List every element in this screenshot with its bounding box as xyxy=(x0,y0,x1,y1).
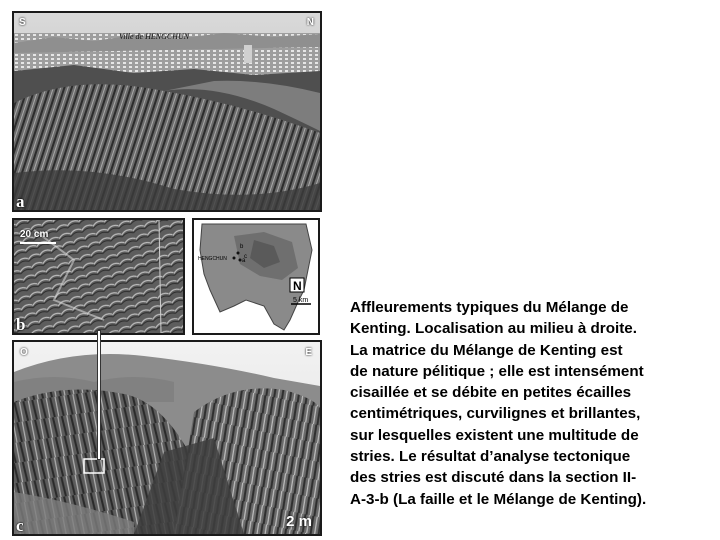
caption-line: centimétriques, curvilignes et brillantes, xyxy=(350,405,641,423)
location-map xyxy=(194,220,318,333)
caption-line: des stries est discuté dans la section II- xyxy=(350,469,637,487)
map-scale-label: 5 km xyxy=(293,297,309,304)
caption-line: stries. Le résultat d’analyse tectonique xyxy=(350,448,631,466)
map-site-b: b xyxy=(240,244,244,250)
location-map-panel xyxy=(192,218,320,335)
leader-line xyxy=(98,331,100,459)
town-label: Ville de HENGCHUN xyxy=(119,32,190,41)
panel-letter-b: b xyxy=(16,315,26,334)
caption-line: sur lesquelles existent une multitude de xyxy=(350,426,639,444)
photo-panel-b xyxy=(12,218,185,335)
caption-line: La matrice du Mélange de Kenting est xyxy=(350,341,623,359)
gully-photo-c xyxy=(14,342,320,534)
map-site-a: a xyxy=(242,258,246,264)
map-place-label: HENGCHUN xyxy=(198,256,227,262)
scale-label-2m: 2 m xyxy=(286,513,312,530)
photo-panel-a xyxy=(12,11,322,212)
scale-bar xyxy=(20,242,56,244)
caption-line: Affleurements typiques du Mélange de xyxy=(350,299,629,316)
panel-letter-c: c xyxy=(16,516,24,535)
direction-label-east: E xyxy=(305,347,312,358)
caption-line: cisaillée et se débite en petites écailles xyxy=(350,384,632,402)
panel-letter-a: a xyxy=(16,192,25,211)
landscape-photo-a xyxy=(14,13,320,210)
caption-line: A-3-b (La faille et le Mélange de Kenting). xyxy=(350,490,647,508)
north-arrow-icon: N xyxy=(293,279,302,293)
figure-caption xyxy=(350,297,712,510)
direction-label-north: N xyxy=(306,17,314,28)
direction-label-west: O xyxy=(20,347,28,358)
photo-panel-c xyxy=(12,340,322,536)
caption-line: Kenting. Localisation au milieu à droite. xyxy=(350,320,637,338)
map-site-c: c xyxy=(244,254,247,260)
scale-label-20cm: 20 cm xyxy=(20,229,49,240)
caption-line: de nature pélitique ; elle est intensément xyxy=(350,362,644,380)
direction-label-south: S xyxy=(19,17,26,28)
